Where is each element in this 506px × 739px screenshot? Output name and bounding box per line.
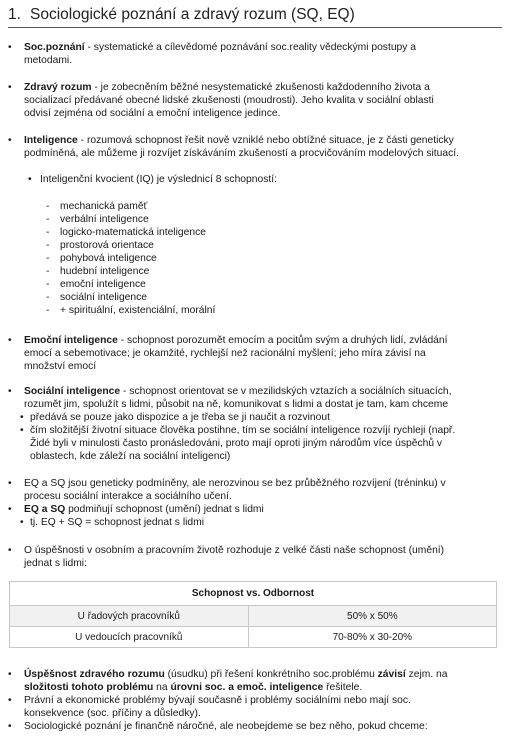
bullet-icon: • bbox=[8, 82, 12, 93]
ability-label: emoční inteligence bbox=[60, 279, 146, 290]
bullet-eq-sq-podminuji bbox=[8, 503, 498, 516]
ability-item: - pohybová inteligence bbox=[46, 253, 157, 264]
text-line: Právní a ekonomické problémy bývají současně i problémy sociálními nebo mají soc. bbox=[24, 695, 411, 706]
ability-label: logicko-matematická inteligence bbox=[60, 227, 206, 238]
bullet-icon: • bbox=[8, 669, 12, 680]
table-cell-value: 70-80% x 30-20% bbox=[248, 627, 496, 648]
ability-label: mechanická paměť bbox=[60, 201, 148, 212]
bullet-uspesnost-rozumu bbox=[8, 668, 498, 694]
comparison-table bbox=[9, 581, 497, 648]
text-fragment: (úsudku) při řešení konkrétního soc.problému bbox=[164, 669, 378, 680]
text-line: EQ a SQ jsou geneticky podmíněny, ale nerozvinou se bez průběžného rozvíjení (tréninku) v bbox=[24, 478, 446, 489]
bullet-icon: • bbox=[8, 504, 12, 515]
formula-subbullet bbox=[20, 516, 498, 529]
bullet-icon: • bbox=[8, 478, 12, 489]
term-emocni: Emoční inteligence bbox=[24, 335, 118, 346]
ability-label: + spirituální, existenciální, morální bbox=[60, 305, 216, 316]
term-zavisi: závisí bbox=[377, 669, 406, 680]
formula-text: tj. EQ + SQ = schopnost jednat s lidmi bbox=[30, 517, 204, 528]
bullet-sociologicke-poznani bbox=[8, 720, 498, 733]
bullet-pravni-problemy bbox=[8, 694, 498, 720]
text-line: odvisí zejména od sociální a emoční inteligence jedince. bbox=[24, 108, 281, 119]
text-line: podmíněná, ale můžeme ji rozvíjet získáváním zkušeností a procvičováním modelových situací. bbox=[24, 148, 459, 159]
text-line: konsekvence (soc. příčiny a důsledky). bbox=[24, 708, 201, 719]
text-line: rozumět jim, spolužít s lidmi, působit na ně, komunikovat s lidmi a dostat je tam, kam chceme bbox=[24, 399, 449, 410]
bullet-icon: • bbox=[20, 425, 24, 436]
text-line: Sociologické poznání je finančně náročné, ale neobejdeme se bez něho, pokud chceme: bbox=[24, 721, 428, 732]
term-socialni: Sociální inteligence bbox=[24, 386, 121, 397]
bullet-icon: • bbox=[8, 695, 12, 706]
term-inteligence: Inteligence bbox=[24, 135, 78, 146]
term-zdravy-rozum: Zdravý rozum bbox=[24, 82, 92, 93]
text-line: metodami. bbox=[24, 55, 73, 66]
text-line: - schopnost orientovat se v mezilidských vztazích a sociálních situacích, bbox=[120, 386, 452, 397]
text-line: Židé byli v minulosti často pronásledováni, proto mají oproti jiným národům více úspěchů v bbox=[30, 438, 443, 449]
socialni-subbullet bbox=[20, 411, 498, 424]
term-uroven: úrovni soc. a emoč. inteligence bbox=[170, 682, 324, 693]
ability-item: - verbální inteligence bbox=[46, 214, 149, 225]
ability-item: - logicko-matematická inteligence bbox=[46, 227, 206, 238]
table-header: Schopnost vs. Odbornost bbox=[10, 582, 497, 606]
text-line: podmiňují schopnost (umění) jednat s lidmi bbox=[65, 504, 264, 515]
bullet-icon: • bbox=[8, 135, 12, 146]
term-uspesnost-rozumu: Úspěšnost zdravého rozumu bbox=[24, 669, 165, 680]
bullet-icon: • bbox=[20, 517, 24, 528]
text-line: emocí a sebemotivace; je okamžité, rychlejší než racionální myšlení; jeho míra závisí na bbox=[24, 348, 426, 359]
bullet-uspesnost bbox=[8, 544, 498, 570]
ability-item: - mechanická paměť bbox=[46, 201, 148, 212]
bullet-icon: • bbox=[8, 721, 12, 732]
text-line: procesu sociální interakce a sociálního učení. bbox=[24, 491, 232, 502]
table-cell-label: U řadových pracovníků bbox=[10, 606, 249, 627]
table-cell-value: 50% x 50% bbox=[248, 606, 496, 627]
section-number: 1. bbox=[8, 6, 21, 23]
bullet-icon: • bbox=[8, 386, 12, 397]
iq-intro: Inteligenční kvocient (IQ) je výslednicí 8 schopností: bbox=[40, 174, 277, 185]
ability-label: sociální inteligence bbox=[60, 292, 148, 303]
text-line: O úspěšnosti v osobním a pracovním životě rozhoduje z velké části naše schopnost (umění) bbox=[24, 545, 445, 556]
text-fragment: zejm. na bbox=[405, 669, 448, 680]
text-line: - schopnost porozumět emocím a pocitům svým a druhých lidí, zvládání bbox=[117, 335, 448, 346]
bullet-emocni-inteligence bbox=[8, 334, 498, 373]
socialni-subbullet bbox=[20, 424, 498, 463]
text-line: čím složitější životní situace člověka postihne, tím se sociální inteligence rozvíjí rychleji (např. bbox=[30, 425, 456, 436]
bullet-inteligence bbox=[8, 134, 498, 160]
text-line: množství emocí bbox=[24, 361, 97, 372]
text-fragment: řešitele. bbox=[323, 682, 363, 693]
bullet-icon: • bbox=[20, 412, 24, 423]
text-line: oblastech, kde záleží na sociální inteligenci) bbox=[30, 451, 231, 462]
section-title: Sociologické poznání a zdravý rozum (SQ, EQ) bbox=[30, 6, 355, 23]
bullet-icon: • bbox=[8, 545, 12, 556]
bullet-soc-poznani bbox=[8, 41, 498, 67]
text-line: - systematické a cílevědomé poznávání soc.reality vědeckými postupy a bbox=[84, 42, 417, 53]
table-row bbox=[10, 606, 497, 627]
text-line: - rozumová schopnost řešit nově vzniklé nebo obtížné situace, je z části geneticky bbox=[77, 135, 454, 146]
text-fragment: na bbox=[153, 682, 171, 693]
term-slozitost: složitosti tohoto problému bbox=[24, 682, 154, 693]
section-heading bbox=[8, 6, 502, 28]
ability-item: - prostorová orientace bbox=[46, 240, 154, 251]
text-line: jednat s lidmi: bbox=[24, 558, 87, 569]
text-line: předává se pouze jako dispozice a je třeba se ji naučit a rozvinout bbox=[30, 412, 330, 423]
ability-item: - + spirituální, existenciální, morální bbox=[46, 305, 216, 316]
iq-subbullet bbox=[28, 173, 498, 186]
ability-label: hudební inteligence bbox=[60, 266, 150, 277]
bullet-zdravy-rozum bbox=[8, 81, 498, 120]
ability-label: prostorová orientace bbox=[60, 240, 154, 251]
ability-label: pohybová inteligence bbox=[60, 253, 157, 264]
bullet-socialni-inteligence bbox=[8, 385, 498, 411]
bullet-eq-sq-geneticky bbox=[8, 477, 498, 503]
text-line: - je zobecněním běžné nesystematické zkušenosti každodenního života a bbox=[91, 82, 430, 93]
table-cell-label: U vedoucích pracovníků bbox=[10, 627, 249, 648]
bullet-icon: • bbox=[8, 335, 12, 346]
bullet-icon: • bbox=[8, 42, 12, 53]
table-row bbox=[10, 627, 497, 648]
term-soc-poznani: Soc.poznání bbox=[24, 42, 85, 53]
ability-item: - hudební inteligence bbox=[46, 266, 150, 277]
bullet-icon: • bbox=[28, 174, 32, 185]
ability-label: verbální inteligence bbox=[60, 214, 149, 225]
term-eq-sq: EQ a SQ bbox=[24, 504, 66, 515]
ability-item: - emoční inteligence bbox=[46, 279, 146, 290]
ability-item: - sociální inteligence bbox=[46, 292, 148, 303]
text-line: socializací předávané obecné lidské zkušenosti (moudrosti). Jeho kvalita v sociální oblasti bbox=[24, 95, 434, 106]
